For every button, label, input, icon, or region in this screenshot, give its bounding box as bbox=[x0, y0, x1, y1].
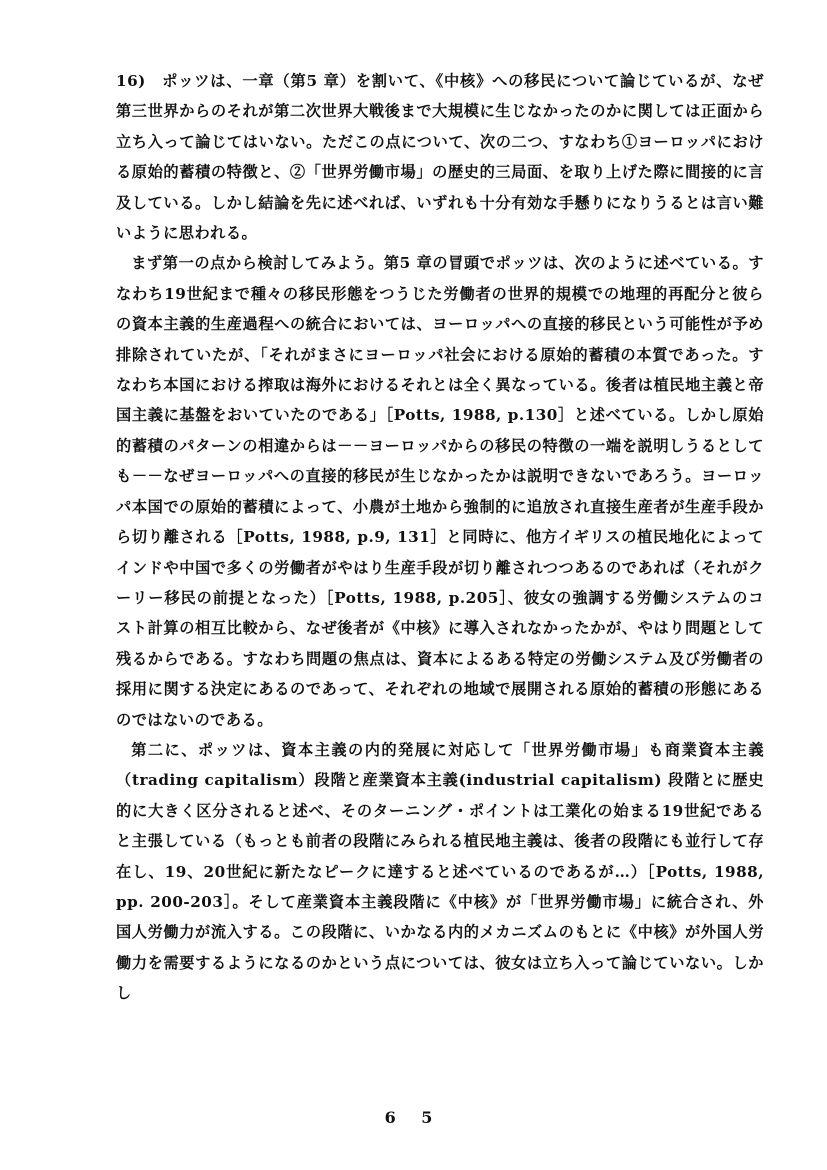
page-number: 6 5 bbox=[384, 1108, 443, 1127]
body-text bbox=[116, 66, 764, 1009]
note-16-paragraph: 16) ポッツは、一章（第5 章）を割いて、《中核》への移民について論じているが、なぜ第三世界からのそれが第二次世界大戦後まで大規模に生じなかったのかに関しては正面から立ち入って論じてはいない。ただこの点について、次の二つ、すなわち①ヨーロッパにおける原始的蓄積の特徴と、②「世界労働市場」の歴史的三局面、を取り上げた際に間接的に言及している。しかし結論を先に述べれば、いずれも十分有効な手懸りになりうるとは言い難いように思われる。 bbox=[116, 72, 764, 243]
second-point-paragraph: 第二に、ポッツは、資本主義の内的発展に対応して「世界労働市場」も商業資本主義（trading capitalism）段階と産業資本主義(industrial capitalism) 段階とに歴史的に大きく区分されると述べ、そのターニング・ポイントは工業化の始まる19世紀であると主張している（もっとも前者の段階にみられる植民地主義は、後者の段階にも並行して存在し、19、20世紀に新たなピークに達すると述べているのであるが…）［Potts, 1988, pp. 200-203］。そして産業資本主義段階に《中核》が「世界労働市場」に統合され、外国人労働力が流入する。この段階に、いかなる内的メカニズムのもとに《中核》が外国人労働力を需要するようになるのかという点については、彼女は立ち入って論じていない。しかし bbox=[116, 740, 764, 1003]
first-point-paragraph: まず第一の点から検討してみよう。第5 章の冒頭でポッツは、次のように述べている。すなわち19世紀まで種々の移民形態をつうじた労働者の世界的規模での地理的再配分と彼らの資本主義的生産過程への統合においては、ヨーロッパへの直接的移民という可能性が予め排除されていたが、「それがまさにヨーロッパ社会における原始的蓄積の本質であった。すなわち本国における搾取は海外におけるそれとは全く異なっている。後者は植民地主義と帝国主義に基盤をおいていたのである」［Potts, 1988, p.130］と述べている。しかし原始的蓄積のパターンの相違からは－－ヨーロッパからの移民の特徴の一端を説明しうるとしても－－なぜヨーロッパへの直接的移民が生じなかったかは説明できないであろう。ヨーロッパ本国での原始的蓄積によって、小農が土地から強制的に追放され直接生産者が生産手段から切り離される［Potts, 1988, p.9, 131］と同時に、他方イギリスの植民地化によってインドや中国で多くの労働者がやはり生産手段が切り離されつつあるのであれば（それがクーリー移民の前提となった）［Potts, 1988, p.205］、彼女の強調する労働システムのコスト計算の相互比較から、なぜ後者が《中核》に導入されなかったかが、やはり問題として残るからである。すなわち問題の焦点は、資本によるある特定の労働システム及び労働者の採用に関する決定にあるのであって、それぞれの地域で展開される原始的蓄積の形態にあるのではないのである。 bbox=[116, 254, 764, 729]
